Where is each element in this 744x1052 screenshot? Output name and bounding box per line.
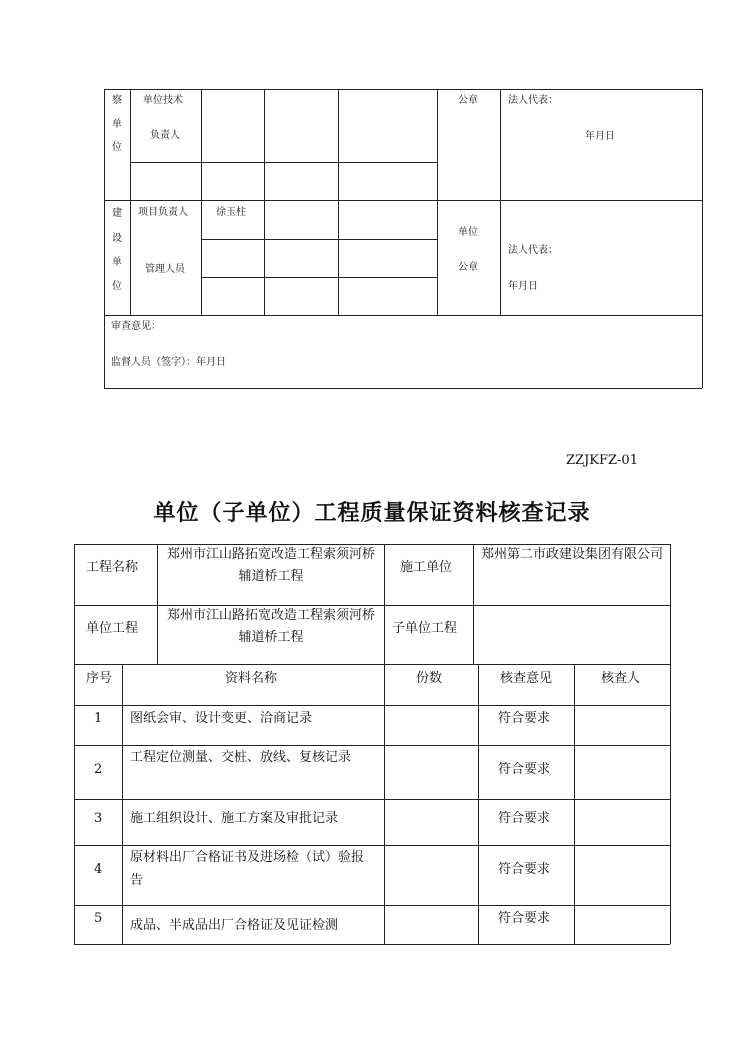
- kancha-char-2: 单: [112, 119, 122, 130]
- col-copies: 份数: [416, 671, 443, 686]
- date-label-2: 年月日: [508, 281, 538, 292]
- manager-label: 管理人员: [145, 264, 185, 275]
- row-name: 成品、半成品出厂合格证及见证检测: [130, 918, 339, 933]
- row-opinion: 符合要求: [498, 711, 551, 726]
- unit-project-label: 单位工程: [86, 621, 139, 636]
- project-lead-label: 项目负责人: [138, 207, 188, 218]
- doc-title: 单位（子单位）工程质量保证资料核查记录: [153, 500, 591, 526]
- row-seq: 5: [94, 911, 103, 926]
- doc-code: ZZJKFZ-01: [566, 453, 638, 468]
- seal-label: 公章: [458, 95, 478, 106]
- row-opinion: 符合要求: [498, 862, 551, 877]
- row-opinion: 符合要求: [498, 762, 551, 777]
- project-name-label: 工程名称: [86, 560, 139, 575]
- row-name: 施工组织设计、施工方案及审批记录: [130, 811, 339, 826]
- review-opinion-label: 审查意见：: [111, 321, 161, 332]
- row-seq: 4: [94, 862, 103, 877]
- sub-unit-project-label: 子单位工程: [392, 621, 458, 636]
- unit-tech-lead-label-1: 单位技术: [143, 95, 183, 106]
- row-seq: 1: [94, 711, 103, 726]
- unit-tech-lead-label-2: 负责人: [150, 130, 180, 141]
- supervisor-sign-label: 监督人员（签字）：年月日: [111, 357, 226, 368]
- row-opinion: 符合要求: [498, 911, 551, 926]
- legal-rep-label-2: 法人代表：: [508, 245, 558, 256]
- col-checker: 核查人: [601, 671, 641, 686]
- row-opinion: 符合要求: [498, 811, 551, 826]
- unit-seal-label-2: 公章: [458, 262, 478, 273]
- date-label-1: 年月日: [585, 131, 615, 142]
- row-name: 图纸会审、设计变更、洽商记录: [130, 711, 313, 726]
- kancha-char-3: 位: [112, 142, 122, 153]
- row-seq: 2: [94, 762, 103, 777]
- project-lead-name: 徐玉柱: [216, 207, 246, 218]
- jianshe-char-1: 建: [112, 208, 122, 219]
- col-seq: 序号: [86, 671, 113, 686]
- row-seq: 3: [94, 811, 103, 826]
- col-name: 资料名称: [225, 671, 278, 686]
- legal-rep-label-1: 法人代表：: [508, 95, 558, 106]
- jianshe-char-4: 位: [112, 281, 122, 292]
- construction-unit-value: 郑州第二市政建设集团有限公司: [480, 547, 663, 562]
- unit-project-value: 郑州市江山路拓宽改造工程索须河桥辅道桥工程: [166, 608, 375, 645]
- unit-seal-label-1: 单位: [458, 227, 478, 238]
- kancha-char-1: 察: [112, 95, 122, 106]
- row-name: 原材料出厂合格证书及进场检（试）验报告: [130, 850, 365, 888]
- project-name-value: 郑州市江山路拓宽改造工程索须河桥辅道桥工程: [166, 547, 375, 584]
- construction-unit-label: 施工单位: [400, 560, 453, 575]
- jianshe-char-3: 单: [112, 257, 122, 268]
- col-opinion: 核查意见: [500, 671, 553, 686]
- jianshe-char-2: 设: [112, 233, 122, 244]
- row-name: 工程定位测量、交桩、放线、复核记录: [130, 750, 352, 765]
